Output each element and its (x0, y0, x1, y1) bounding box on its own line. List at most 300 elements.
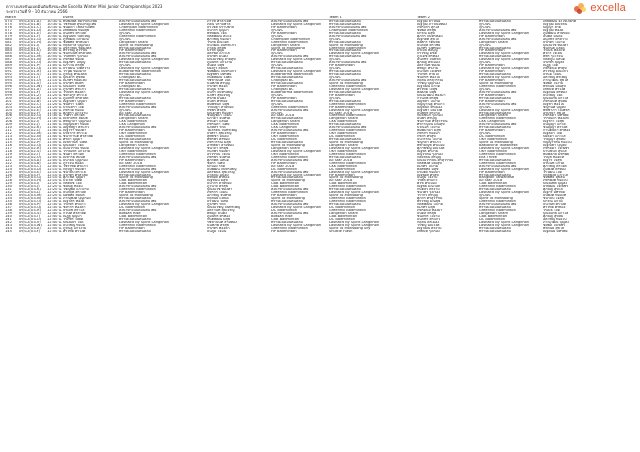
table-cell: OKY Badminton (479, 138, 508, 142)
table-cell: HP Badminton (119, 226, 145, 230)
table-cell: ศุภณัฐ สุขสม (543, 214, 564, 218)
table-cell: 12:10 น. (47, 170, 62, 174)
table-cell: HP Badminton (479, 64, 505, 68)
table-cell: ภคิน ปราบพาล (207, 22, 231, 26)
table-cell: OKY Badminton (119, 132, 148, 136)
table-cell: ณัฐวรา ทองคำ (63, 129, 87, 133)
table-cell: ทับพงษ์ศ สมรรถนะชัย (63, 19, 98, 23)
table-cell: 11:40 น. (47, 126, 62, 130)
table-cell: ณัฏฐ์ ใจดี (543, 64, 559, 68)
table-cell: Changsai BC (119, 84, 142, 88)
table-cell: 11:40 น. (47, 129, 62, 133)
table-cell: Greenhill Badminton (479, 200, 516, 204)
table-cell: 136 (5, 203, 12, 206)
table-cell: 09/12(U1-I) (19, 43, 40, 47)
table-cell: ศุภกร ศรีสุวรรณ (417, 197, 443, 201)
table-cell: ธนพร ศรีบุญ (417, 117, 437, 121)
table-cell: Lashakit By Spirit Langkhon (271, 70, 322, 74)
table-cell: 109 (5, 123, 12, 127)
table-cell: กัลยรัตน์ ศรีบุญ (417, 155, 441, 159)
table-cell: Lashakit By Spirit Langkhon (329, 223, 380, 227)
table-cell: ธีรภัทร ใจงาม (543, 40, 565, 44)
table-cell: กัญญาณัฐ ศรีแก้ว (417, 102, 445, 106)
table-cell: ณัฐวีร์ ใจสุข (543, 158, 562, 162)
table-cell: ภูมิพัฒน์ สายทอง (543, 31, 570, 35)
table-cell: ศิรดา บุญมา (63, 138, 83, 142)
table-cell: Greenhill Badminton (329, 114, 366, 118)
table-cell: 145 (5, 229, 12, 233)
table-cell: วิมลรัตน์ จันทร์เพ็ญ (207, 129, 237, 133)
table-cell: 09/12(U1-K) (19, 49, 41, 53)
table-cell: Greenhill Badminton (271, 40, 308, 44)
table-cell: OKY Badminton (271, 135, 300, 139)
table-cell: ธีรภัทร ศรีสวัสดิ์ (63, 173, 88, 177)
table-cell: ศิรวิทย์ ศรีทอง (543, 206, 566, 209)
table-cell: 11:20 น. (47, 102, 62, 106)
table-cell: ปกป้อง รักดี (207, 164, 226, 168)
table-cell: สิ่งนำทางแบดมินตันไทย (271, 55, 309, 59)
table-cell: ทรายแบดมินตันคลับ (479, 206, 511, 209)
table-cell: Lashakit By Spirit Langkhon (479, 31, 530, 35)
table-cell: @CWC (271, 111, 284, 115)
table-cell: 114 (5, 138, 12, 142)
table-cell: ชนิกานต์ ศรีสุวรรณ (417, 120, 448, 124)
table-cell: ธนวิชญ์ ทองมี (63, 223, 85, 227)
table-cell: ศุภาพิชญ์ มณีวงศ์ (417, 146, 445, 150)
table-cell: 101 (5, 99, 12, 103)
table-cell: นภัทร สุขเจริญ (207, 93, 231, 97)
table-cell: อนุภัทร ศรีสว่าง (543, 37, 568, 41)
table-cell: 09/12(U3-K) (19, 188, 41, 192)
table-cell: Langkhon Shark (119, 40, 149, 44)
table-cell: 102 (5, 102, 12, 106)
table-cell: สิ่งนำทางแบดมินตันไทย (329, 126, 367, 130)
table-cell: 11:00 น. (47, 70, 62, 74)
table-cell: CKK Badminton (271, 123, 299, 127)
table-cell: ศุภณัฐ ศรีเมือง (417, 61, 440, 65)
table-cell: ธนากร สายทอง (207, 182, 232, 186)
table-cell: 09/12(U1-G) (19, 37, 42, 41)
table-cell: @CWC (271, 28, 284, 32)
table-cell: กฤตภาส บุญเรือง (63, 43, 90, 47)
table-cell: สิ่งนำทางแบดมินตันไทย (271, 129, 309, 133)
table-cell: Spirit To Monsoong (329, 81, 363, 85)
table-cell: 144 (5, 226, 12, 230)
table-cell: กฤติพงษ์ แก้วใส (543, 173, 568, 177)
table-cell: 09/12(U1-Z) (19, 93, 41, 97)
table-cell: สิ่งนำทางแบดมินตันไทย (271, 211, 309, 215)
table-cell: 120 (5, 155, 12, 159)
table-cell: Lashakit By Spirit Langkhon (119, 67, 170, 71)
table-cell: 09/12(U1-W) (19, 84, 42, 88)
table-cell: ทรายแบดมินตันคลับ (479, 173, 511, 177)
table-cell: CBB Badminton (329, 214, 358, 218)
table-cell: ทรายแบดมินตันคลับ (329, 203, 361, 206)
table-cell: ชนิสรา วงศ์ดี (63, 102, 84, 106)
table-cell: 12:40 น. (47, 217, 62, 221)
table-cell: ชญานิศ บุญส่ง (543, 105, 566, 109)
table-cell: 09/12(U1-F) (19, 34, 41, 38)
table-cell: ปกรณ์ แก้วดี (543, 200, 563, 204)
table-cell: 09/12(U2-H) (19, 117, 42, 121)
table-cell: 09/12(U3-B) (19, 161, 41, 165)
table-cell: 12:20 น. (47, 191, 62, 195)
table-cell: Spirit To Monsoong (479, 197, 513, 201)
table-cell: ภัทรภร ทองมา (417, 132, 440, 136)
table-cell: HP Badminton (119, 49, 145, 53)
table-cell: 10:30 น. (47, 22, 62, 26)
table-cell: ณัฏฐ์ บุญมา (63, 214, 82, 218)
table-cell: Langkhon Shark (271, 146, 301, 150)
table-cell: อรปรียา สุขใส (543, 111, 566, 115)
table-cell: ทรายแบดมินตันคลับ (271, 76, 303, 80)
table-cell: 12:20 น. (47, 182, 62, 186)
table-cell: 085 (5, 52, 12, 56)
table-cell: ชินภัทร ทองใบ (417, 76, 441, 80)
table-cell: วรัชญ์ มณีวงศ์ (417, 223, 440, 227)
table-cell: ทรายแบดมินตันคลับ (479, 126, 511, 130)
table-cell: ทรายแบดมินตันคลับ (479, 229, 511, 233)
table-cell: 09/12(U3-V) (19, 220, 41, 224)
table-cell: 12:20 น. (47, 185, 62, 189)
table-cell: 09/12(U2-P) (19, 141, 41, 144)
table-cell: ปวีณอร ใจงาม (417, 126, 440, 130)
table-cell: ธมนวรรณ ทองมี (63, 146, 90, 150)
table-cell: สิ่งนำทางแบดมินตันไทย (329, 79, 367, 82)
table-cell: ทรายแบดมินตันคลับ (119, 229, 151, 233)
table-cell: 09/12(U2-M) (19, 132, 42, 136)
table-cell: 09/12(U2-C) (19, 102, 41, 106)
table-cell: ภูมิภัทร ศรีสวัสดิ์ (63, 96, 89, 100)
table-cell: HP Badminton (271, 84, 297, 88)
table-cell: BuddHarma Badminton (271, 90, 314, 94)
table-cell: กิตติธัช ใจดี (63, 182, 82, 186)
table-cell: สิ่งนำทางแบดมินตันไทย (479, 164, 517, 168)
table-cell: 09/12(U3-X) (19, 226, 41, 230)
table-cell: Langkhon Shark (119, 117, 149, 121)
table-cell: @CWC (479, 25, 492, 29)
table-cell: Spirit To Monsoong (119, 141, 153, 144)
table-cell: Langkhon Shark (479, 211, 509, 215)
table-cell: ศิรวิทย์ ใจสุข (417, 87, 438, 91)
table-cell: Lashakit By Spirit Langkhon (271, 173, 322, 177)
table-cell: ธนกฤต ศรีวงศ์ (63, 191, 86, 195)
table-cell: 116 (5, 143, 12, 147)
table-cell: 09/12(U2-D) (19, 105, 42, 109)
table-cell: ธนิสร ศรีทอง (207, 99, 228, 103)
table-cell: Greenhill Badminton (119, 28, 156, 32)
table-cell: ณัฐณิชา บุญส่ง (543, 143, 567, 147)
table-cell: 09/12(U3-F) (19, 173, 41, 177)
table-cell: CBB Badminton (271, 185, 300, 189)
table-cell: ธนกฤต ศรีวิชัย (417, 43, 441, 47)
table-cell: สิ่งนำทางแบดมินตันไทย (329, 34, 367, 38)
table-cell: 09/12(U2-L) (19, 129, 41, 133)
table-cell: สิ่งนำทางแบดมินตันไทย (479, 37, 517, 41)
table-cell: @CWC (479, 43, 492, 47)
table-cell: @CWC (119, 93, 132, 97)
table-cell: พิชญะ มั่นคง (207, 211, 227, 215)
table-cell: 074 (5, 19, 12, 23)
table-cell: ภาคิน ศรีสุข (207, 46, 227, 50)
table-cell: 11:50 น. (47, 146, 62, 150)
table-cell: สิ่งนำทางแบดมินตันไทย (119, 200, 157, 204)
table-cell: 10:30 น. (47, 19, 62, 23)
table-cell: OKY Badminton (329, 132, 358, 136)
table-cell: ธีรภัทร สมศรี (63, 81, 84, 85)
match-schedule-table (4, 16, 636, 233)
table-cell: ธนากร บุญมา (207, 28, 229, 32)
table-cell: ธนพล มั่นคง (543, 34, 563, 38)
table-cell: พัชรพร ศรีทอง (207, 138, 230, 142)
table-cell: ชินวัตร รุ่งเรือง (417, 191, 441, 195)
table-cell: กมลชนก รุ่งเรือง (417, 114, 443, 118)
table-cell: พีรพัฒน์ ใจดี (207, 31, 227, 35)
table-cell: กันต์ธีร์ ศรีงาม (417, 188, 440, 192)
table-cell: กัญญารัตน์ ทองใบ (543, 141, 572, 144)
table-cell: ชยพัทธ์ พรหมมา (63, 40, 90, 44)
table-cell: วรเมธ ทองแท้ (543, 49, 565, 53)
table-cell: อัญชิสา ใจงาม (417, 99, 441, 103)
table-cell: ณัฐธิดา ใจดี (543, 132, 563, 136)
table-cell: อติวิชญ์ ศรีเพ็ญ (543, 76, 568, 80)
table-cell: 12:00 น. (47, 155, 62, 159)
table-cell: ชยณัฐ ทองมี (63, 185, 83, 189)
table-cell: วริศรา ศรีวงศ์ (63, 114, 85, 118)
table-cell: วรรณพร แก้วงาม (63, 149, 91, 153)
table-cell: ปัณณทัต บุญส่ง (543, 182, 568, 186)
table-cell: Langkhon Shark (479, 114, 509, 118)
table-cell: Lashakit By Spirit Langkhon (271, 58, 322, 62)
table-cell: 11:30 น. (47, 108, 62, 112)
table-cell: พิชามญช์ ศรีเมือง (417, 143, 445, 147)
table-cell: 09/12(U3-I) (19, 182, 40, 186)
table-cell: All Star 2018 (329, 111, 353, 115)
table-cell: 11:10 น. (47, 90, 62, 94)
table-cell: 127 (5, 176, 12, 180)
table-cell: ปัณณวิชญ์ สายสุข (207, 58, 236, 62)
table-cell: HP Badminton (479, 99, 505, 103)
excella-logo-text: excella (590, 2, 626, 14)
table-cell: OKY Badminton (119, 149, 148, 153)
table-cell: ณัฐวัตร ทองดี (63, 200, 85, 204)
table-cell: 09/12(U2-G) (19, 114, 42, 118)
table-cell: 10:40 น. (47, 34, 62, 38)
table-cell: 12:30 น. (47, 206, 62, 209)
table-cell: DC Badminton (479, 135, 506, 139)
table-cell: ธนภูมิ ใจมั่น (207, 229, 227, 233)
table-cell: อัครพล แก้วใส (207, 52, 230, 56)
table-cell: 134 (5, 197, 12, 201)
table-cell: ภัทรดนัย ทองมา (417, 208, 443, 212)
table-cell: HP Badminton (271, 194, 297, 198)
table-cell: Spirit To Monsoong Sky (329, 226, 371, 230)
table-cell: @CWC (329, 76, 342, 80)
table-cell: ศิวกร ใจเย็น (543, 52, 563, 56)
table-cell: Shuttle Flash (329, 229, 353, 233)
table-cell: ชยพล ศรีสุข (417, 28, 437, 32)
table-cell: ธนวรรณ ใจงาม (417, 138, 443, 142)
table-cell: 09/12(U2-I) (19, 120, 40, 124)
table-cell: ปุณณภพ แก้วใส (543, 96, 569, 100)
table-cell: 09/12(U3-A) (19, 158, 41, 162)
table-cell: @CWC (329, 37, 342, 41)
table-cell: Greenhill Badminton (329, 84, 366, 88)
table-cell: 143 (5, 223, 12, 227)
table-cell: ศุภกร จันทร์หอม (417, 34, 443, 38)
table-cell: ทรายแบดมินตันคลับ (329, 55, 361, 59)
table-cell: 12:30 น. (47, 208, 62, 212)
table-cell: HP Badminton (119, 158, 145, 162)
table-cell: ปิยธิดา แก้วใส (543, 135, 566, 139)
table-cell: 112 (5, 132, 12, 136)
table-cell: ทรายแบดมินตันคลับ (271, 81, 303, 85)
table-cell: 088 (5, 61, 12, 65)
table-cell: Champion Badminton (329, 28, 368, 32)
table-cell: ธนภัทร จันทร์ดี (417, 58, 441, 62)
table-cell: ณัฐนิชา มณีวงศ์ (417, 108, 443, 112)
table-cell: สิ่งนำทางแบดมินตันไทย (119, 155, 157, 159)
table-cell: ณัฐภัทร ใจบุญ (63, 61, 86, 65)
table-cell: 12:00 น. (47, 152, 62, 156)
table-cell: ภูมิพงศ์ ศรีทอง (543, 167, 566, 171)
table-cell: HP Badminton (479, 79, 505, 82)
table-cell: 118 (5, 149, 12, 153)
table-cell: ทรายแบดมินตันคลับ (329, 138, 361, 142)
table-cell: CBB Badminton (271, 217, 300, 221)
table-cell: ทรายแบดมินตันคลับ (271, 61, 303, 65)
table-cell: 11:50 น. (47, 141, 62, 144)
table-cell: 09/12(U3-U) (19, 217, 42, 221)
table-cell: ธนดล ศรีสุข (417, 211, 437, 215)
table-cell: Greenhill Badminton (119, 34, 156, 38)
table-cell: ณิชาภัทร สมบัติ (63, 117, 88, 121)
table-cell: ณัฐวุฒิ ภาวัณย์ทอง (417, 22, 447, 26)
table-cell: นันทภพ ศรีบุญ (207, 81, 230, 85)
table-cell: Lashakit By Spirit Langkhon (271, 206, 322, 209)
table-cell: อภิวิชญ์ จันทร์ดี (207, 194, 232, 198)
table-cell: Greenhill Badminton (271, 191, 308, 195)
table-cell: ทรายแบดมินตันคลับ (271, 200, 303, 204)
table-cell: 09/12(U1-E) (19, 31, 41, 35)
table-cell: 084 (5, 49, 12, 53)
table-cell: ภัทรจักร สุกใส (417, 25, 440, 29)
table-cell: ปัณณวรรธน์ ศรีสุวรรณ (417, 158, 454, 162)
table-cell: Changsai BC (271, 79, 294, 82)
table-cell: 129 (5, 182, 12, 186)
table-cell: ธัญชนก ศรีเมือง (417, 105, 443, 109)
table-cell: 087 (5, 58, 12, 62)
table-cell: Langkhon Shark (119, 143, 149, 147)
table-cell: ชนากานต์ ศรีสวัสดิ์ (63, 135, 93, 139)
table-cell: 10:50 น. (47, 58, 62, 62)
table-cell: กฤติน ศรีสุวรรณ (417, 79, 443, 82)
table-cell: DC Badminton (329, 135, 356, 139)
table-cell: 09/12(U3-N) (19, 197, 42, 201)
table-cell: Lashakit By Spirit Langkhon (271, 223, 322, 227)
table-cell: 11:50 น. (47, 149, 62, 153)
table-cell: CBB Badminton (119, 179, 148, 183)
table-cell: @CWC (271, 34, 284, 38)
table-cell: @CWC (119, 37, 132, 41)
table-cell: Lashakit By Spirit Langkhon (329, 191, 380, 195)
table-cell: ปภาดา จันทร์ดี (207, 117, 231, 121)
table-cell: CBB Badminton (119, 214, 148, 218)
table-cell: ศิรวิทย์ ศรีวงศ์ (63, 229, 86, 233)
table-cell: ทรายแบดมินตันคลับ (479, 111, 511, 115)
table-cell: 09/12(U1-O) (19, 61, 42, 65)
table-cell: 11:40 น. (47, 123, 62, 127)
table-cell: ธีรเมธ พึ่งบุญ (417, 49, 438, 53)
table-cell: กันตพัฒน์ มีสุข (207, 217, 231, 221)
table-cell: HP Badminton (271, 25, 297, 29)
table-cell: ณัฐริกา ใจสุข (543, 120, 565, 124)
table-cell: กรภัทร ทองดี (207, 84, 228, 88)
table-cell: ธนภูมิ รักดี (207, 87, 224, 91)
table-cell: ธีรโชติ ปราบพาล (207, 25, 235, 29)
table-cell: ธัญวรัตน์ รุ่งเรือง (417, 152, 443, 156)
table-cell: DC Badminton (271, 208, 298, 212)
table-cell: ธนภัทร ศรีแก้ว (417, 217, 441, 221)
table-cell: Lashakit By Spirit Langkhon (119, 90, 170, 94)
table-cell: BuddHarma Badminton (271, 73, 314, 77)
table-cell: พิชญะ ศรีงาม (417, 67, 439, 71)
table-cell: 090 (5, 67, 12, 71)
table-cell: สิรินดา แสนดี (207, 120, 229, 124)
table-cell: พิมพ์ลภัส มีทรัพย์ (543, 152, 570, 156)
table-cell: 123 (5, 164, 12, 168)
table-cell: วรพล ศรีแก้ว (417, 179, 438, 183)
table-cell: Lashakit By Spirit Langkhon (119, 22, 170, 26)
table-cell: ธนดล มีสุข (207, 64, 225, 68)
table-cell: ภูริณัฐ ศรีมงคล (63, 73, 87, 77)
table-cell: กันตพัฒน์ วงศ์ดี (207, 76, 232, 80)
table-cell: 079 (5, 34, 12, 38)
document-title: ตารางแข่งขันแบดมินตันชิงชนะเลิศ Excella Winter Mini Junior Championships 2023 (6, 4, 163, 9)
table-cell: 091 (5, 70, 12, 74)
table-cell: ทรายแบดมินตันคลับ (329, 90, 361, 94)
table-cell: Elia Three (479, 155, 497, 159)
table-cell: Spirit To Monsoong (479, 141, 513, 144)
table-cell: 11:10 น. (47, 87, 62, 91)
table-cell: @CWC (119, 31, 132, 35)
table-cell: พิชญาภา บุญเรือง (63, 120, 91, 124)
table-cell: สิ่งนำทางแบดมินตันไทย (119, 105, 157, 109)
table-cell: ณัฐวุฒิ ลาวัณย์ (417, 19, 441, 23)
table-cell: 09/12(U1-J) (19, 46, 40, 50)
table-cell: ปุณณวิช ทองคำ (543, 43, 569, 47)
table-cell: 097 (5, 87, 12, 91)
table-cell: 122 (5, 161, 12, 165)
table-cell: ชัยพัฒน์ จันทร์แก้ว (207, 70, 237, 74)
table-cell: ภาณุพงศ์ บุญเรือง (63, 197, 91, 201)
table-cell: 09/12(U3-M) (19, 194, 42, 198)
table-cell: ณัฐพัชร์ มีทรัพย์ (207, 73, 232, 77)
table-cell: HP Badminton (271, 132, 297, 136)
table-cell: สิ่งนำทางแบดมินตันไทย (271, 188, 309, 192)
table-cell: ชนิดา ศรีวงศ์ (63, 152, 84, 156)
table-cell: ภูวเดช ศรีทอง (417, 55, 440, 59)
table-cell: Champion Badminton (271, 37, 310, 41)
table-cell: 103 (5, 105, 12, 109)
table-cell: Spirit To Monsoong (271, 179, 305, 183)
table-cell: ศิวัช ศรีเมือง (417, 182, 437, 186)
table-cell: กิตติภูมิ แสนดี (543, 58, 566, 62)
table-cell: Greenhill Badminton (479, 161, 516, 165)
table-cell: สิ่งนำทางแบดมินตันไทย (271, 158, 309, 162)
table-cell: สิ่งนำทางแบดมินตันไทย (119, 52, 157, 56)
table-cell: ภัทรพงศ์ ทองใบ (543, 179, 568, 183)
